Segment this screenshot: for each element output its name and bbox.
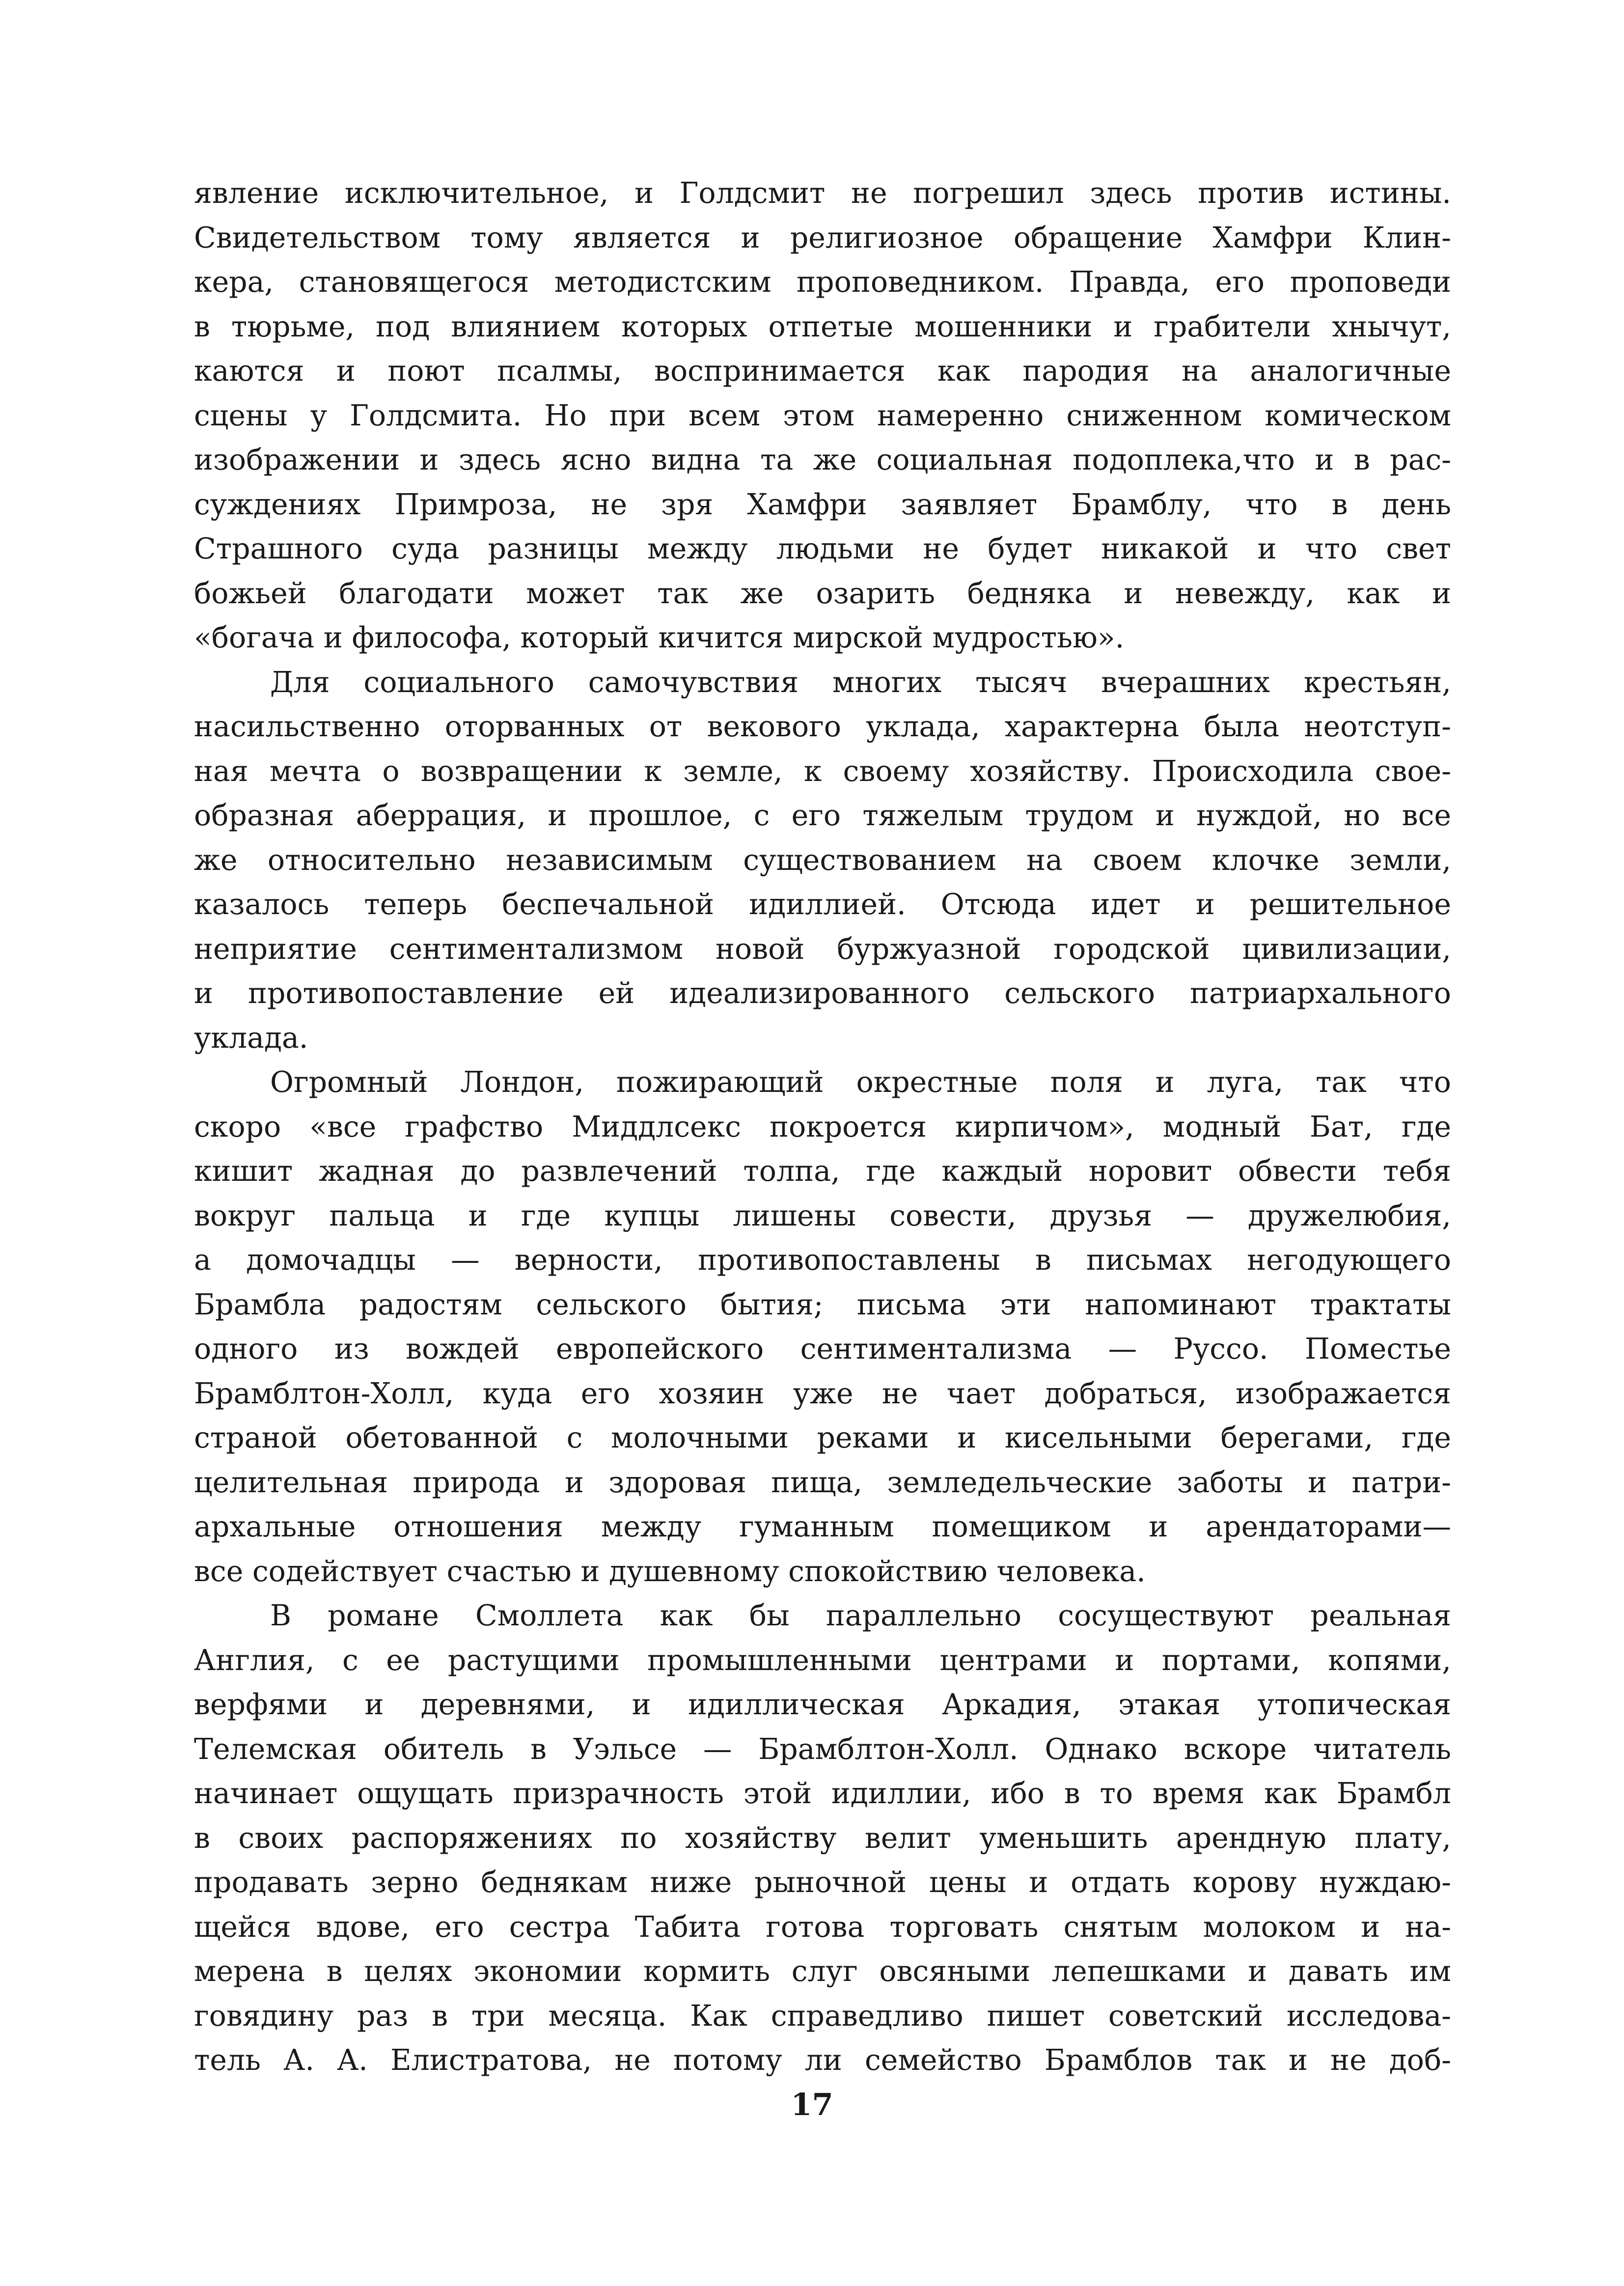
text-line: каются и поют псалмы, воспринимается как пародия на аналогичные <box>194 354 1451 388</box>
text-line: насильственно оторванных от векового уклада, характерна была неотступ- <box>194 710 1451 743</box>
text-line: тель А. А. Елистратова, не потому ли семейство Брамблов так и не доб- <box>194 2043 1451 2077</box>
text-line: Брамбла радостям сельского бытия; письма эти напоминают трактаты <box>194 1287 1451 1321</box>
text-line: суждениях Примроза, не зря Хамфри заявляет Брамблу, что в день <box>194 487 1451 521</box>
text-line: сцены у Голдсмита. Но при всем этом намеренно сниженном комическом <box>194 398 1451 432</box>
text-line: Свидетельством тому является и религиозное обращение Хамфри Клин- <box>194 221 1451 254</box>
body-text <box>194 171 1451 2083</box>
text-line: и противопоставление ей идеализированного сельского патриархального <box>194 976 1451 1010</box>
text-line: а домочадцы — верности, противопоставлены в письмах негодующего <box>194 1243 1451 1277</box>
text-line: в тюрьме, под влиянием которых отпетые мошенники и грабители хнычут, <box>194 309 1451 343</box>
text-line: ная мечта о возвращении к земле, к своему хозяйству. Происходила свое- <box>194 754 1451 788</box>
text-line: кишит жадная до развлечений толпа, где каждый норовит обвести тебя <box>194 1154 1451 1188</box>
text-line: образная аберрация, и прошлое, с его тяжелым трудом и нуждой, но все <box>194 799 1451 832</box>
text-line: страной обетованной с молочными реками и кисельными берегами, где <box>194 1421 1451 1454</box>
text-line: в своих распоряжениях по хозяйству велит уменьшить арендную плату, <box>194 1821 1451 1855</box>
paragraph-first-line: Для социального самочувствия многих тысяч вчерашних крестьян, <box>270 665 1451 699</box>
text-line: неприятие сентиментализмом новой буржуазной городской цивилизации, <box>194 932 1451 966</box>
text-line: же относительно независимым существованием на своем клочке земли, <box>194 843 1451 877</box>
text-line: явление исключительное, и Голдсмит не погрешил здесь против истины. <box>194 176 1451 210</box>
text-line: изображении и здесь ясно видна та же социальная подоплека,что и в рас- <box>194 443 1451 476</box>
text-line: мерена в целях экономии кормить слуг овсяными лепешками и давать им <box>194 1954 1451 1988</box>
paragraph-first-line: В романе Смоллета как бы параллельно сосуществуют реальная <box>270 1599 1451 1632</box>
text-line: архальные отношения между гуманным помещиком и арендаторами— <box>194 1510 1451 1543</box>
text-line: уклада. <box>194 1021 308 1055</box>
text-line: щейся вдове, его сестра Табита готова торговать снятым молоком и на- <box>194 1910 1451 1944</box>
text-line: верфями и деревнями, и идиллическая Аркадия, этакая утопическая <box>194 1688 1451 1721</box>
text-line: казалось теперь беспечальной идиллией. Отсюда идет и решительное <box>194 888 1451 921</box>
text-line: вокруг пальца и где купцы лишены совести, друзья — дружелюбия, <box>194 1199 1451 1232</box>
text-line: начинает ощущать призрачность этой идиллии, ибо в то время как Брамбл <box>194 1777 1451 1810</box>
text-line: целительная природа и здоровая пища, земледельческие заботы и патри- <box>194 1465 1451 1499</box>
text-line: продавать зерно беднякам ниже рыночной цены и отдать корову нуждаю- <box>194 1866 1451 1899</box>
text-line: «богача и философа, который кичится мирской мудростью». <box>194 621 1125 654</box>
text-line: скоро «все графство Миддлсекс покроется кирпичом», модный Бат, где <box>194 1110 1451 1143</box>
text-line: божьей благодати может так же озарить бедняка и невежду, как и <box>194 576 1451 610</box>
paragraph-first-line: Огромный Лондон, пожирающий окрестные поля и луга, так что <box>270 1065 1451 1099</box>
text-line: все содействует счастью и душевному спокойствию человека. <box>194 1554 1146 1588</box>
text-line: кера, становящегося методистским проповедником. Правда, его проповеди <box>194 265 1451 299</box>
text-line: Страшного суда разницы между людьми не будет никакой и что свет <box>194 532 1451 565</box>
text-line: говядину раз в три месяца. Как справедливо пишет советский исследова- <box>194 1999 1451 2033</box>
text-line: Англия, с ее растущими промышленными центрами и портами, копями, <box>194 1643 1451 1677</box>
text-line: Телемская обитель в Уэльсе — Брамблтон-Холл. Однако вскоре читатель <box>194 1732 1451 1766</box>
page-number: 17 <box>791 2087 833 2122</box>
text-line: одного из вождей европейского сентиментализма — Руссо. Поместье <box>194 1332 1451 1366</box>
text-line: Брамблтон-Холл, куда его хозяин уже не чает добраться, изображается <box>194 1376 1451 1410</box>
